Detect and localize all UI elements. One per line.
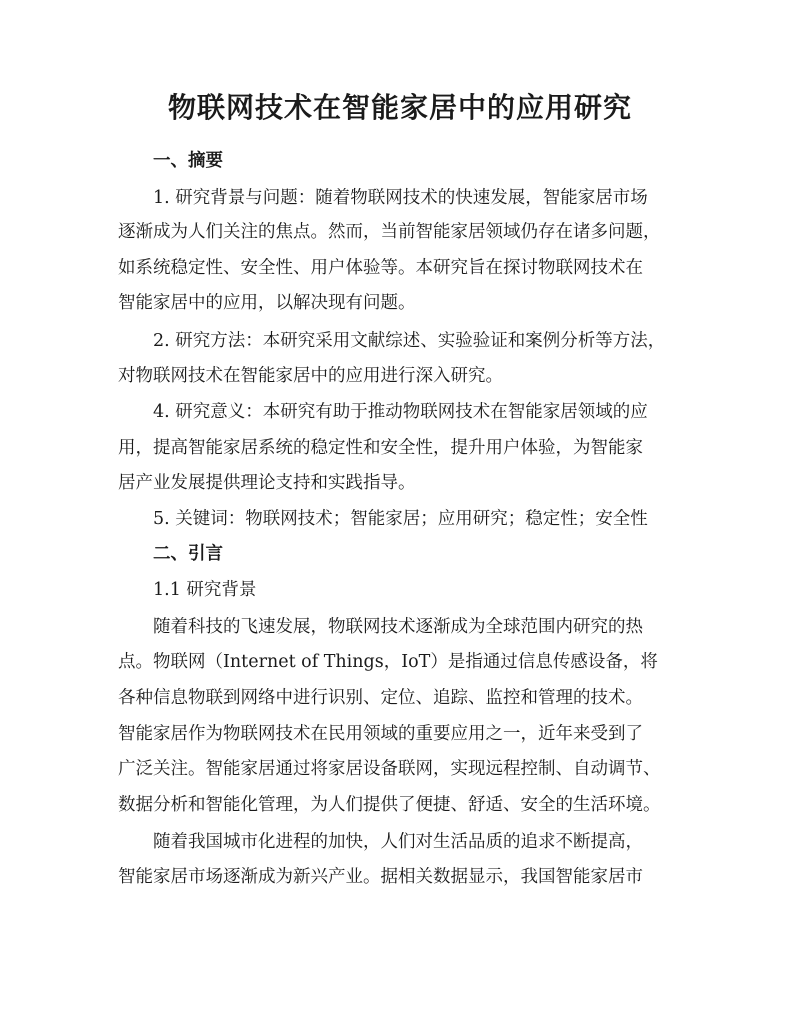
paragraph-line: 4. 研究意义：本研究有助于推动物联网技术在智能家居领域的应 [153, 402, 648, 422]
paragraph-line: 各种信息物联到网络中进行识别、定位、追踪、监控和管理的技术。 [118, 688, 643, 708]
paragraph-line: 2. 研究方法：本研究采用文献综述、实验验证和案例分析等方法， [153, 331, 666, 351]
keywords-line: 5. 关键词：物联网技术；智能家居；应用研究；稳定性；安全性 [153, 509, 648, 529]
section-heading-introduction: 二、引言 [153, 544, 223, 564]
paragraph-line: 逐渐成为人们关注的焦点。然而，当前智能家居领域仍存在诸多问题， [118, 222, 661, 242]
subsection-heading-background: 1.1 研究背景 [153, 580, 257, 600]
paragraph-line: 如系统稳定性、安全性、用户体验等。本研究旨在探讨物联网技术在 [118, 258, 643, 278]
paragraph-line: 点。物联网（Internet of Things，IoT）是指通过信息传感设备，将 [118, 652, 658, 672]
paragraph-line: 随着科技的飞速发展，物联网技术逐渐成为全球范围内研究的热 [153, 617, 643, 637]
paragraph-line: 居产业发展提供理论支持和实践指导。 [118, 473, 416, 493]
paragraph-line: 智能家居作为物联网技术在民用领域的重要应用之一，近年来受到了 [118, 724, 643, 744]
paragraph-line: 广泛关注。智能家居通过将家居设备联网，实现远程控制、自动调节、 [118, 759, 661, 779]
paragraph-line: 1. 研究背景与问题：随着物联网技术的快速发展，智能家居市场 [153, 188, 648, 208]
paragraph-line: 用，提高智能家居系统的稳定性和安全性，提升用户体验，为智能家 [118, 438, 643, 458]
paragraph-line: 智能家居中的应用，以解决现有问题。 [118, 293, 416, 313]
section-heading-abstract: 一、摘要 [153, 151, 223, 171]
paragraph-line: 智能家居市场逐渐成为新兴产业。据相关数据显示，我国智能家居市 [118, 867, 643, 887]
paragraph-line: 随着我国城市化进程的加快，人们对生活品质的追求不断提高， [153, 832, 643, 852]
paragraph-line: 对物联网技术在智能家居中的应用进行深入研究。 [118, 366, 503, 386]
document-title: 物联网技术在智能家居中的应用研究 [167, 91, 632, 124]
paragraph-line: 数据分析和智能化管理，为人们提供了便捷、舒适、安全的生活环境。 [118, 795, 661, 815]
